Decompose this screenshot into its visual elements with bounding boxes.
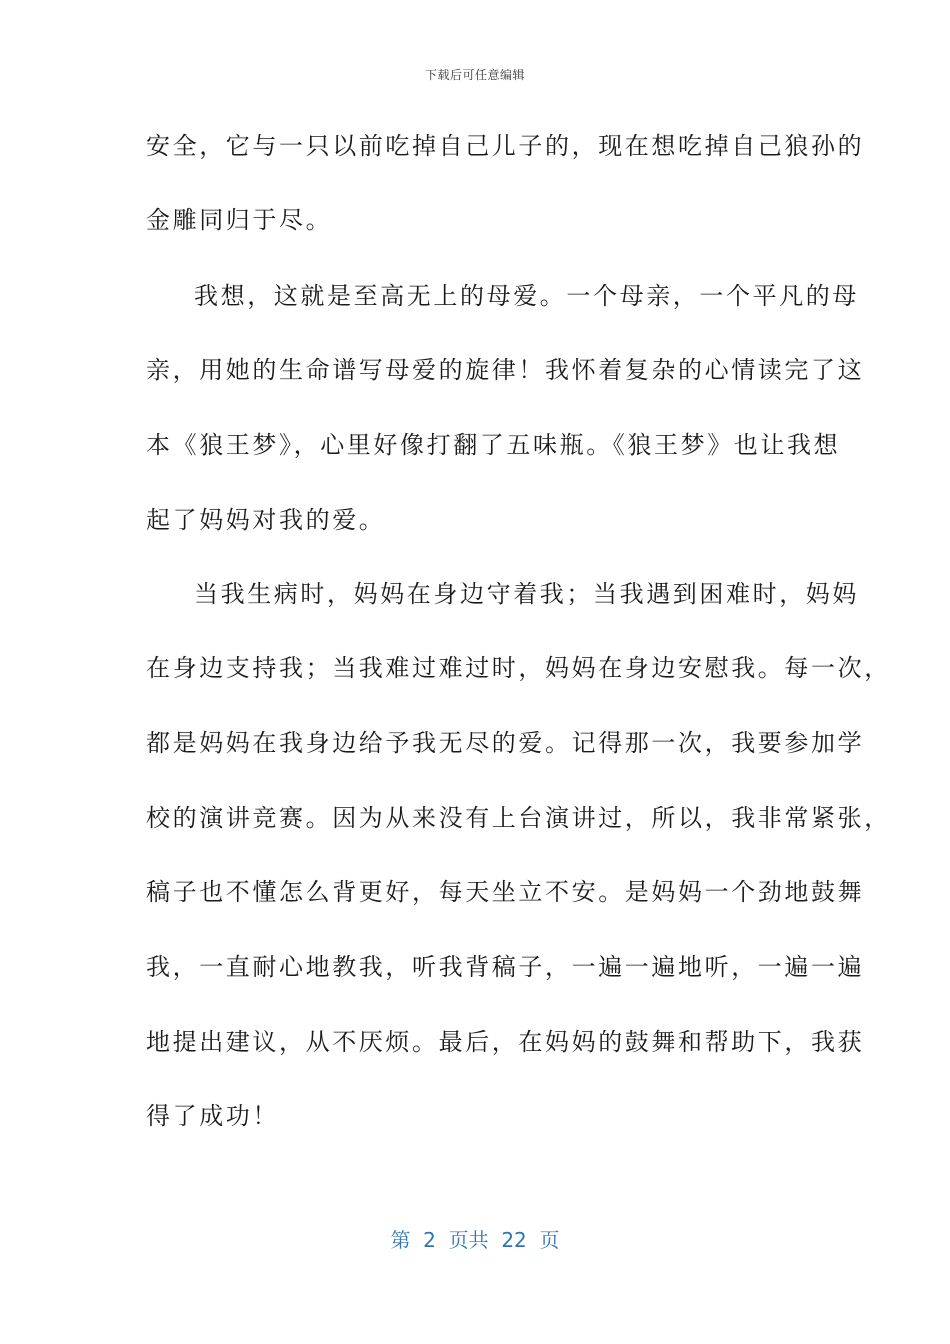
- text-line: 得了成功！: [146, 1102, 279, 1130]
- text-line: 校的演讲竞赛。因为从来没有上台演讲过，所以，我非常紧张，: [146, 804, 891, 832]
- paragraph-start-line: 当我生病时，妈妈在身边守着我；当我遇到困难时，妈妈: [194, 580, 859, 608]
- text-line: 亲，用她的生命谱写母爱的旋律！我怀着复杂的心情读完了这: [146, 356, 865, 384]
- text-line: 金雕同归于尽。: [146, 206, 333, 234]
- text-line: 本《狼王梦》，心里好像打翻了五味瓶。《狼王梦》也让我想: [146, 431, 841, 459]
- text-line: 都是妈妈在我身边给予我无尽的爱。记得那一次，我要参加学: [146, 729, 865, 757]
- text-line: 地提出建议，从不厌烦。最后，在妈妈的鼓舞和帮助下，我获: [146, 1028, 865, 1056]
- text-line: 起了妈妈对我的爱。: [146, 506, 386, 534]
- page-number-footer: 第 2 页共 22 页: [390, 1228, 560, 1252]
- page-header: 下载后可任意编辑: [424, 68, 525, 82]
- text-line: 稿子也不懂怎么背更好，每天坐立不安。是妈妈一个劲地鼓舞: [146, 878, 865, 906]
- text-line: 安全，它与一只以前吃掉自己儿子的，现在想吃掉自己狼孙的: [146, 132, 865, 160]
- text-line: 我，一直耐心地教我，听我背稿子，一遍一遍地听，一遍一遍: [146, 953, 865, 981]
- text-line: 在身边支持我；当我难过难过时，妈妈在身边安慰我。每一次，: [146, 654, 891, 682]
- paragraph-start-line: 我想，这就是至高无上的母爱。一个母亲，一个平凡的母: [194, 282, 859, 310]
